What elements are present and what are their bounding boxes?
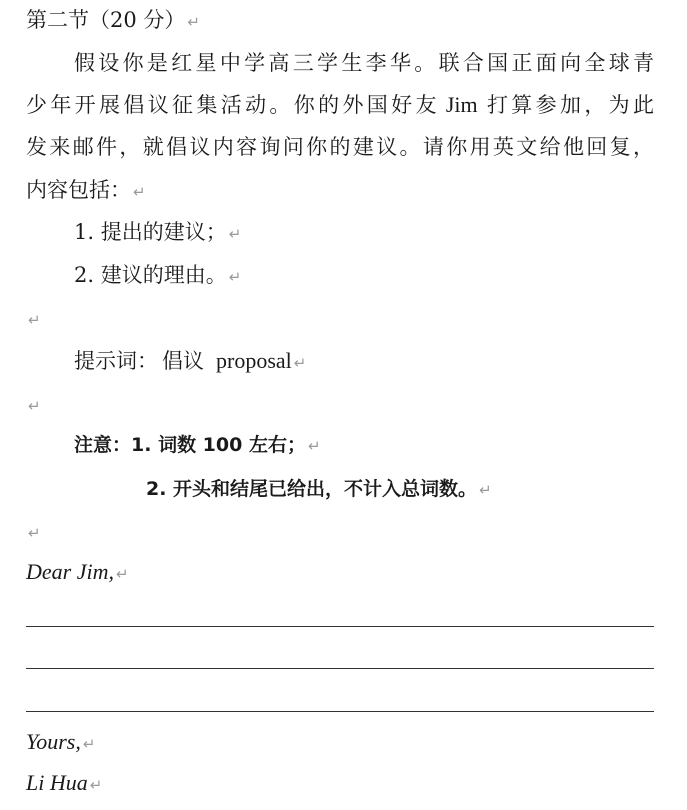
notes-line-1 bbox=[74, 430, 321, 461]
content-point-1-text: 1. 提出的建议； bbox=[74, 220, 227, 244]
section-title-text: 第二节（20 分） bbox=[26, 8, 186, 32]
prompt-line-2-pre: 少年开展倡议征集活动。你的外国好友 bbox=[26, 93, 440, 117]
paragraph-mark-icon: ↵ bbox=[28, 311, 41, 329]
content-point-2-text: 2. 建议的理由。 bbox=[74, 263, 227, 287]
empty-paragraph bbox=[26, 303, 41, 335]
hint-line bbox=[74, 346, 306, 378]
prompt-line-2 bbox=[26, 90, 654, 120]
notes-label: 注意： bbox=[74, 434, 132, 456]
paragraph-mark-icon: ↵ bbox=[187, 13, 200, 31]
answer-line-2 bbox=[26, 668, 654, 669]
letter-signature bbox=[26, 768, 102, 800]
prompt-line-4 bbox=[26, 175, 146, 207]
prompt-friend-name: Jim bbox=[445, 92, 478, 117]
hint-word-cn: 倡议 bbox=[162, 349, 204, 373]
notes-item-2: 2. 开头和结尾已给出，不计入总词数。 bbox=[146, 478, 478, 500]
empty-paragraph bbox=[26, 516, 41, 548]
paragraph-mark-icon: ↵ bbox=[133, 183, 146, 201]
prompt-line-2-post: 打算参加，为此 bbox=[483, 93, 655, 117]
letter-closing bbox=[26, 727, 95, 759]
notes-item-1: 1. 词数 100 左右； bbox=[131, 434, 306, 456]
paragraph-mark-icon: ↵ bbox=[115, 565, 129, 583]
answer-line-3 bbox=[26, 711, 654, 712]
answer-line-1 bbox=[26, 626, 654, 627]
paragraph-mark-icon: ↵ bbox=[293, 354, 307, 372]
hint-word-en: proposal bbox=[216, 348, 292, 373]
content-point-2 bbox=[74, 260, 241, 292]
prompt-line-3 bbox=[26, 132, 654, 162]
section-title bbox=[26, 5, 200, 37]
paragraph-mark-icon: ↵ bbox=[28, 524, 41, 542]
letter-greeting bbox=[26, 557, 129, 589]
paragraph-mark-icon: ↵ bbox=[228, 225, 242, 243]
notes-line-2 bbox=[146, 474, 492, 505]
closing-text: Yours, bbox=[26, 729, 81, 754]
paragraph-mark-icon: ↵ bbox=[228, 268, 242, 286]
prompt-line-3-text: 发来邮件，就倡议内容询问你的建议。请你用英文给他回复， bbox=[26, 135, 654, 159]
content-point-1 bbox=[74, 217, 241, 249]
paragraph-mark-icon: ↵ bbox=[89, 776, 103, 794]
prompt-line-4-text: 内容包括： bbox=[26, 178, 131, 202]
greeting-text: Dear Jim, bbox=[26, 559, 114, 584]
prompt-line-1 bbox=[26, 48, 654, 78]
paragraph-mark-icon: ↵ bbox=[479, 481, 492, 499]
paragraph-mark-icon: ↵ bbox=[307, 437, 321, 455]
paragraph-mark-icon: ↵ bbox=[82, 735, 96, 753]
signature-text: Li Hua bbox=[26, 770, 88, 795]
empty-paragraph bbox=[26, 389, 41, 421]
paragraph-mark-icon: ↵ bbox=[28, 397, 41, 415]
hint-label: 提示词： bbox=[74, 349, 158, 373]
prompt-line-1-text: 假设你是红星中学高三学生李华。联合国正面向全球青 bbox=[74, 51, 654, 75]
